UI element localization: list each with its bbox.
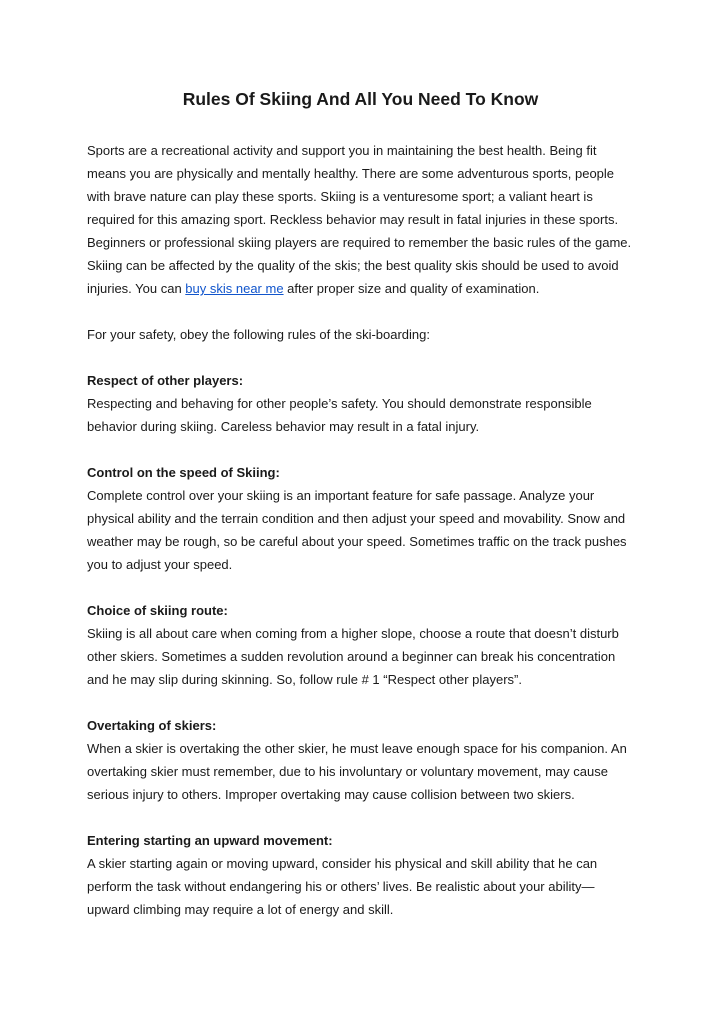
section-route-choice [87,599,634,691]
intro-text-before-link: Sports are a recreational activity and support you in maintaining the best health. Being fit means you are physically and mentally healthy. There are some adventurous sports, people with brave nature can play these sports. Skiing is a venturesome sport; a valiant heart is required for this amazing sport. Reckless behavior may result in fatal injuries in these sports. Beginners or professional skiing players are required to remember the basic rules of the game. Skiing can be affected by the quality of the skis; the best quality skis should be used to avoid injuries. You can [87,143,632,296]
section-respect [87,369,634,438]
section-heading: Overtaking of skiers: [87,718,217,733]
intro-paragraph [87,139,634,300]
section-heading: Respect of other players: [87,373,244,388]
section-body: When a skier is overtaking the other skier, he must leave enough space for his companion. An overtaking skier must remember, due to his involuntary or voluntary movement, may cause serious injury to others. Improper overtaking may cause collision between two skiers. [87,741,627,802]
section-heading: Entering starting an upward movement: [87,833,333,848]
intro-text-after-link: after proper size and quality of examination. [283,281,540,296]
buy-skis-link[interactable]: buy skis near me [185,281,284,296]
safety-paragraph: For your safety, obey the following rules of the ski-boarding: [87,327,430,342]
section-speed-control [87,461,634,576]
page-title: Rules Of Skiing And All You Need To Know [182,89,539,109]
section-heading: Choice of skiing route: [87,603,228,618]
section-body: A skier starting again or moving upward, consider his physical and skill ability that he can perform the task without endangering his or others’ lives. Be realistic about your ability—upward climbing may require a lot of energy and skill. [87,856,598,917]
section-body: Skiing is all about care when coming from a higher slope, choose a route that doesn’t disturb other skiers. Sometimes a sudden revolution around a beginner can break his concentration and he may slip during skinning. So, follow rule # 1 “Respect other players”. [87,626,619,687]
section-overtaking [87,714,634,806]
section-body: Respecting and behaving for other people’s safety. You should demonstrate responsible behavior during skiing. Careless behavior may result in a fatal injury. [87,396,592,434]
section-body: Complete control over your skiing is an important feature for safe passage. Analyze your physical ability and the terrain condition and then adjust your speed and movability. Snow and weather may be rough, so be careful about your speed. Sometimes traffic on the track pushes you to adjust your speed. [87,488,627,572]
section-upward-movement [87,829,634,921]
section-heading: Control on the speed of Skiing: [87,465,280,480]
